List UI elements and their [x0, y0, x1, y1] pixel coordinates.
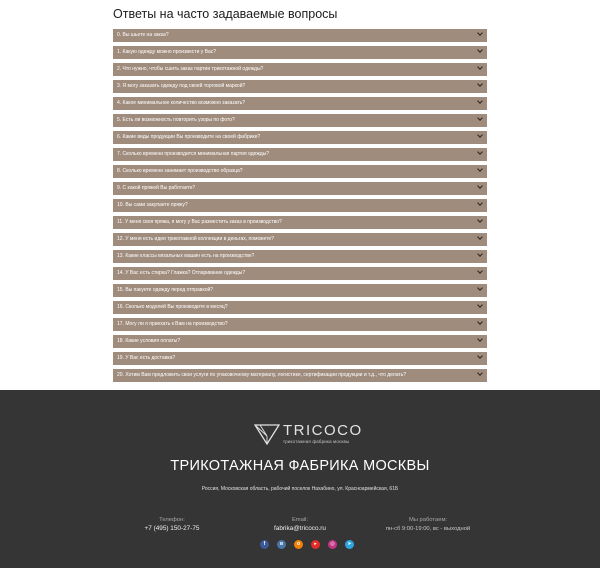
faq-item[interactable] [113, 233, 487, 246]
faq-item[interactable] [113, 165, 487, 178]
hours-value: пн-сб 9:00-19:00, вс - выходной [385, 526, 471, 532]
chevron-down-icon[interactable] [477, 353, 483, 359]
faq-question: 9. С какой пряжей Вы работаете? [117, 185, 196, 191]
faq-question: 20. Хотим Вам предложить свои услуги по упаковочному материалу, логистике, сертификации продукции и т.д., что делать? [117, 372, 407, 378]
faq-question: 7. Сколько времени производится минимальная партия одежды? [117, 151, 270, 157]
faq-question: 17. Могу ли я приехать к Вам на производство? [117, 321, 228, 327]
faq-question: 10. Вы сами закупаете пряжу? [117, 202, 188, 208]
faq-item[interactable] [113, 369, 487, 382]
phone-label: Телефон: [159, 517, 185, 523]
faq-item[interactable] [113, 80, 487, 93]
faq-item[interactable] [113, 318, 487, 331]
faq-list [113, 29, 487, 386]
faq-question: 5. Есть ли возможность повторить узоры по фото? [117, 117, 235, 123]
chevron-down-icon[interactable] [477, 251, 483, 257]
faq-item[interactable] [113, 131, 487, 144]
facebook-icon[interactable]: f [260, 540, 269, 549]
chevron-down-icon[interactable] [477, 234, 483, 240]
chevron-down-icon[interactable] [477, 370, 483, 376]
faq-item[interactable] [113, 250, 487, 263]
vk-icon[interactable]: в [277, 540, 286, 549]
faq-question: 11. У меня своя пряжа, я могу у Вас разместить заказ в производство? [117, 219, 282, 225]
chevron-down-icon[interactable] [477, 98, 483, 104]
faq-title: Ответы на часто задаваемые вопросы [113, 7, 338, 21]
chevron-down-icon[interactable] [477, 30, 483, 36]
chevron-down-icon[interactable] [477, 81, 483, 87]
telegram-icon[interactable]: ➤ [345, 540, 354, 549]
chevron-down-icon[interactable] [477, 149, 483, 155]
faq-question: 2. Что нужно, чтобы сшить заказ партии трикотажной одежды? [117, 66, 264, 72]
contact-phone [112, 516, 232, 534]
faq-item[interactable] [113, 97, 487, 110]
faq-question: 13. Какие классы вязальных машин есть на производстве? [117, 253, 255, 259]
footer-title: ТРИКОТАЖНАЯ ФАБРИКА МОСКВЫ [170, 458, 430, 474]
faq-question: 14. У Вас есть стирка? Глажка? Отпаривание одежды? [117, 270, 246, 276]
faq-item[interactable] [113, 63, 487, 76]
chevron-down-icon[interactable] [477, 183, 483, 189]
chevron-down-icon[interactable] [477, 302, 483, 308]
phone-link[interactable]: +7 (495) 150-27-75 [144, 525, 200, 532]
triangle-logo-icon [254, 423, 280, 445]
brand-logo[interactable] [254, 422, 363, 447]
faq-question: 12. У меня есть идеи трикотажной коллекции в деньгах, поможете? [117, 236, 274, 242]
faq-question: 1. Какую одежду можно произвести у Вас? [117, 49, 217, 55]
faq-item[interactable] [113, 114, 487, 127]
chevron-down-icon[interactable] [477, 47, 483, 53]
contact-email [240, 516, 360, 534]
faq-question: 19. У Вас есть доставка? [117, 355, 176, 361]
brand-name: TRICOCO [283, 422, 363, 439]
faq-item[interactable] [113, 352, 487, 365]
odnoklassniki-icon[interactable]: о [294, 540, 303, 549]
chevron-down-icon[interactable] [477, 336, 483, 342]
faq-item[interactable] [113, 148, 487, 161]
faq-item[interactable] [113, 29, 487, 42]
footer-address: Россия, Московская область, рабочий поселок Нахабино, ул. Красноармейская, 61Б [201, 486, 399, 492]
instagram-icon[interactable]: ◎ [328, 540, 337, 549]
chevron-down-icon[interactable] [477, 285, 483, 291]
chevron-down-icon[interactable] [477, 217, 483, 223]
chevron-down-icon[interactable] [477, 166, 483, 172]
faq-question: 4. Какое минимальное количество возможно заказать? [117, 100, 246, 106]
contact-hours [368, 516, 488, 534]
faq-item[interactable] [113, 46, 487, 59]
faq-question: 16. Сколько моделей Вы производите в месяц? [117, 304, 228, 310]
chevron-down-icon[interactable] [477, 319, 483, 325]
faq-question: 3. Я могу заказать одежду под своей торговой маркой? [117, 83, 246, 89]
faq-question: 15. Вы пакуете одежду перед отправкой? [117, 287, 214, 293]
faq-item[interactable] [113, 182, 487, 195]
brand-tagline: трикотажная фабрика москвы [283, 439, 350, 444]
site-footer [0, 390, 600, 568]
email-label: Email: [291, 517, 309, 523]
faq-item[interactable] [113, 267, 487, 280]
faq-item[interactable] [113, 301, 487, 314]
faq-item[interactable] [113, 284, 487, 297]
youtube-icon[interactable]: ▸ [311, 540, 320, 549]
faq-item[interactable] [113, 335, 487, 348]
chevron-down-icon[interactable] [477, 64, 483, 70]
faq-item[interactable] [113, 199, 487, 212]
faq-question: 6. Какие виды продукции Вы производите на своей фабрике? [117, 134, 261, 140]
chevron-down-icon[interactable] [477, 200, 483, 206]
hours-label: Мы работаем: [408, 517, 448, 523]
chevron-down-icon[interactable] [477, 115, 483, 121]
faq-question: 18. Какие условия оплаты? [117, 338, 181, 344]
email-link[interactable]: fabrika@tricoco.ru [274, 525, 326, 532]
faq-item[interactable] [113, 216, 487, 229]
chevron-down-icon[interactable] [477, 132, 483, 138]
faq-question: 8. Сколько времени занимает производство образца? [117, 168, 243, 174]
faq-question: 0. Вы шьете на заказ? [117, 32, 169, 38]
chevron-down-icon[interactable] [477, 268, 483, 274]
